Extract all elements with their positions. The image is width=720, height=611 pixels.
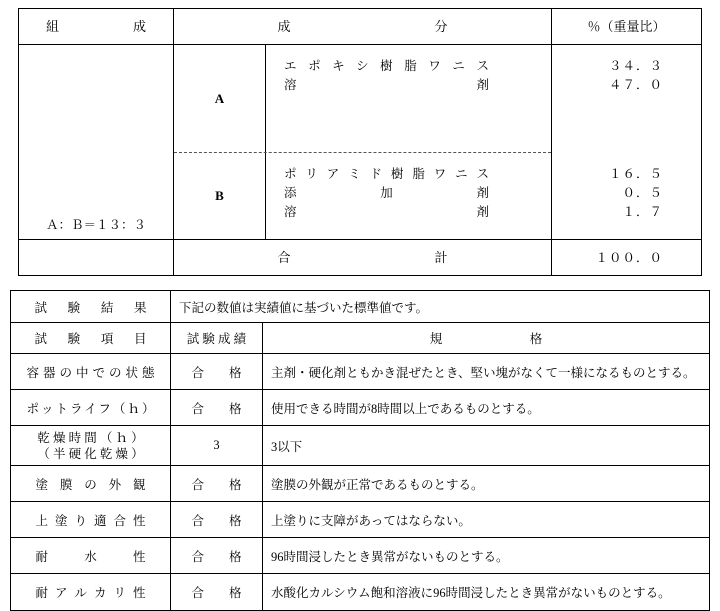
test-item-cell (11, 574, 171, 610)
percent-group-a (552, 45, 701, 153)
header-cell-component (174, 9, 552, 44)
total-value-cell (552, 240, 701, 275)
header-spec-cell (263, 323, 709, 353)
list-item (284, 184, 551, 203)
header-cell-percent (552, 9, 701, 44)
test-result-cell (171, 538, 263, 573)
components-cell (174, 45, 552, 239)
test-item-cell (11, 354, 171, 389)
header-test-result-cell (171, 323, 263, 353)
test-spec-text: 96時間浸したとき異常がないものとする。 (271, 549, 509, 564)
percent-group-b (552, 153, 701, 239)
test-item-cell (11, 426, 171, 465)
list-item (284, 57, 551, 76)
composition-ratio-cell (19, 45, 174, 239)
test-spec-cell (263, 538, 709, 573)
test-spec-text: 主剤・硬化剤ともかき混ぜたとき、堅い塊がなくて一様になるものとする。 (271, 365, 696, 380)
test-item-cell (11, 502, 171, 537)
test-item-label: 耐 ア ル カ リ 性 (35, 586, 146, 600)
test-results-table (10, 290, 710, 611)
composition-ratio-text: Ａ：Ｂ＝１３：３ (45, 218, 146, 232)
percent-value: ３４．３ (608, 59, 663, 73)
test-results-title-row (11, 291, 709, 323)
list-item (284, 203, 551, 222)
test-item-label: 塗 膜 の 外 観 (35, 477, 146, 492)
test-item-label: 上 塗 り 適 合 性 (35, 513, 146, 528)
test-item-label: 耐 水 性 (35, 549, 146, 564)
test-result-value: 合 格 (191, 549, 242, 564)
test-result-value: 合 格 (191, 513, 242, 528)
test-spec-cell (263, 354, 709, 389)
test-result-cell (171, 426, 263, 465)
test-item-label: ポットライフ（ｈ） (26, 401, 155, 416)
test-spec-cell (263, 426, 709, 465)
table-row (11, 426, 709, 466)
test-item-cell (11, 390, 171, 425)
test-result-cell (171, 574, 263, 610)
header-percent-label: ％（重量比） (587, 19, 666, 34)
test-spec-text: 水酸化カルシウム飽和溶液に96時間浸したとき異常がないものとする。 (271, 586, 671, 600)
test-item-cell (11, 538, 171, 573)
component-name: 溶 剤 (284, 205, 489, 219)
test-result-value: 合 格 (191, 586, 242, 600)
composition-table (18, 8, 702, 276)
test-spec-text: 使用できる時間が8時間以上であるものとする。 (271, 401, 540, 416)
test-item-label: 容器の中での状態 (26, 365, 155, 380)
component-group-a (174, 45, 551, 153)
group-a-label-cell (174, 45, 266, 152)
test-results-header-row (11, 323, 709, 354)
composition-table-header-row (19, 9, 701, 45)
test-result-cell (171, 502, 263, 537)
list-item (284, 165, 551, 184)
test-spec-text: 塗膜の外観が正常であるものとする。 (271, 477, 484, 492)
test-result-cell (171, 390, 263, 425)
total-label-cell (174, 240, 552, 275)
header-composition-label: 組 成 (46, 19, 146, 34)
total-empty-cell (19, 240, 174, 275)
percent-cell (552, 45, 701, 239)
group-a-items (266, 45, 551, 152)
header-cell-composition (19, 9, 174, 44)
test-result-value: 合 格 (191, 477, 242, 492)
table-row (11, 538, 709, 574)
composition-table-total-row (19, 239, 701, 275)
test-results-title: 試 験 結 果 (34, 300, 147, 315)
header-spec: 規 格 (429, 332, 543, 346)
test-spec-cell (263, 390, 709, 425)
group-b-label-cell (174, 153, 266, 239)
test-spec-text: 3以下 (271, 439, 303, 454)
component-name: 溶 剤 (284, 78, 489, 92)
test-spec-cell (263, 574, 709, 610)
table-row (11, 354, 709, 390)
group-a-label: A (214, 90, 225, 106)
header-test-item-cell (11, 323, 171, 353)
total-value: １００．０ (595, 251, 663, 265)
test-item-label-line2: （ 半 硬 化 乾 燥 ） (37, 446, 144, 461)
header-test-item: 試 験 項 目 (34, 332, 147, 346)
table-row (11, 390, 709, 426)
test-results-note-cell (171, 291, 709, 322)
test-result-value: 3 (213, 438, 220, 452)
test-spec-cell (263, 466, 709, 501)
percent-value: １６．５ (608, 167, 663, 181)
composition-table-body-row (19, 45, 701, 239)
component-name: 添 加 剤 (284, 186, 489, 200)
list-item (284, 76, 551, 95)
header-test-result: 試 験 成 績 (186, 332, 247, 346)
test-item-label-line1: 乾 燥 時 間 （ ｈ ） (37, 430, 144, 445)
table-row (11, 466, 709, 502)
table-row (11, 502, 709, 538)
component-name: エポキシ樹脂ワニス (284, 59, 489, 73)
percent-value: ４７．０ (608, 78, 663, 92)
component-group-b (174, 153, 551, 239)
component-name: ポリアミド樹脂ワニス (284, 167, 489, 181)
group-b-label: B (215, 188, 224, 203)
test-result-cell (171, 354, 263, 389)
total-label: 合 計 (277, 250, 448, 265)
test-results-title-cell (11, 291, 171, 322)
test-result-cell (171, 466, 263, 501)
test-result-value: 合 格 (191, 365, 242, 380)
group-b-items (266, 153, 551, 239)
header-component-label: 成 分 (277, 19, 448, 34)
test-item-cell (11, 466, 171, 501)
table-row (11, 574, 709, 610)
test-spec-cell (263, 502, 709, 537)
test-result-value: 合 格 (191, 401, 242, 416)
percent-value: １．７ (622, 205, 663, 219)
test-results-note: 下記の数値は実績値に基づいた標準値です。 (179, 300, 429, 315)
test-spec-text: 上塗りに支障があってはならない。 (271, 513, 471, 528)
percent-value: ０．５ (622, 186, 663, 200)
